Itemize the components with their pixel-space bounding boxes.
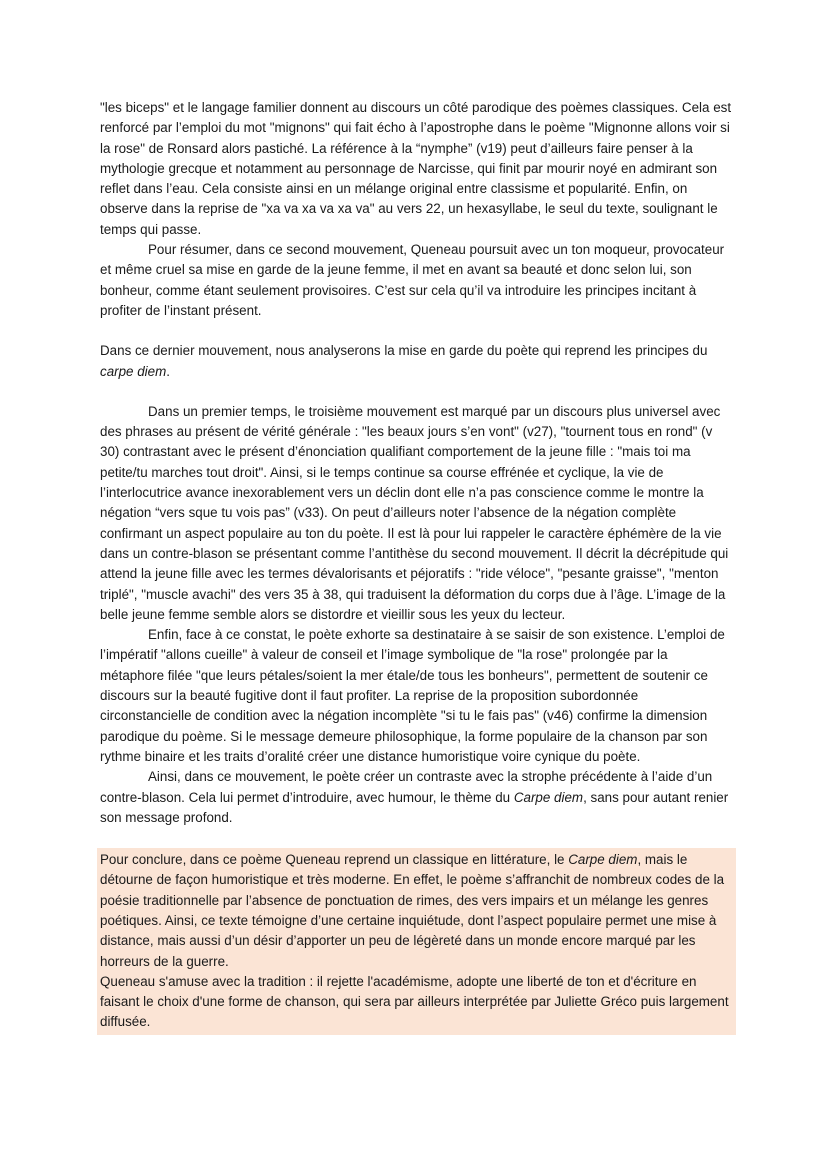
paragraph-summary: Pour résumer, dans ce second mouvement, Queneau poursuit avec un ton moqueur, provocateur et même cruel sa mise en garde de la jeune femme, il met en avant sa beauté et donc selon lui, son bonheur, comme étant seulement provisoires. C’est sur cela qu’il va introduire les principes incitant à profiter de l’instant présent. — [100, 242, 725, 318]
contrast-text: Ainsi, dans ce mouvement, le poète créer un contraste avec la strophe précédente à l’aide d’un contre-blason. Cela lui permet d’introduire, avec humour, le thème du — [100, 769, 713, 805]
paragraph-exhortation: Enfin, face à ce constat, le poète exhorte sa destinataire à se saisir de son existence. L’emploi de l’impératif "allons cueille" à valeur de conseil et l’image symbolique de "la rose" prolongée par la métaphore filée "que leurs pétales/soient la mer étale/de tous les bonheurs", permettent de soutenir ce discours sur la beauté fugitive dont il faut profiter. La reprise de la proposition subordonnée circonstancielle de condition avec la négation incomplète "si tu le fais pas" (v46) confirme la dimension parodique du poème. Si le message demeure philosophique, la forme populaire de la chanson par son rythme binaire et les traits d’oralité créer une distance humoristique voire cynique du poète. — [100, 627, 725, 764]
conclusion-text: Pour conclure, dans ce poème Queneau reprend un classique en littérature, le — [100, 852, 569, 868]
intro-end: . — [166, 363, 170, 379]
paragraph-tradition: Queneau s'amuse avec la tradition : il rejette l'académisme, adopte une liberté de ton et d'écriture en faisant le choix d'une forme de chanson, qui sera par ailleurs interprétée par Juliette Gréco puis largement diffusée. — [100, 973, 729, 1030]
intro-text: Dans ce dernier mouvement, nous analyserons la mise en garde du poète qui reprend les principes du — [100, 343, 708, 359]
paragraph-parody: "les biceps" et le langage familier donnent au discours un côté parodique des poèmes classiques. Cela est renforcé par l’emploi du mot "mignons" qui fait écho à l’apostrophe dans le poème "Mignonne allons voir si la rose" de Ronsard alors pastiché. La référence à la “nymphe” (v19) peut d’ailleurs faire penser à la mythologie grecque et notamment au personnage de Narcisse, qui finit par mourir noyé en admirant son reflet dans l’eau. Cela consiste ainsi en un mélange original entre classisme et popularité. Enfin, on observe dans la reprise de "xa va xa va xa va" au vers 22, un hexasyllabe, le seul du texte, soulignant le temps qui passe. — [100, 100, 732, 237]
contrast-carpe-diem: Carpe diem — [513, 789, 584, 805]
conclusion-block — [97, 848, 736, 1035]
paragraph-conclusion — [100, 850, 732, 972]
paragraph-universal-discourse: Dans un premier temps, le troisième mouvement est marqué par un discours plus universel avec des phrases au présent de vérité générale : "les beaux jours s’en vont" (v27), "tournent tous en rond" (v 30) contrastant avec le présent d’énonciation qualifiant comportement de la jeune fille : "mais toi ma petite/tu marches tout droit". Ainsi, si le temps continue sa course effrénée et cyclique, la vie de l’interlocutrice avance inexorablement vers un déclin dont elle n’a pas conscience comme le montre la négation “vers sque tu vois pas” (v33). On peut d’ailleurs noter l’absence de la négation complète confirmant un aspect populaire au ton du poète. Il est là pour lui rappeler le caractère éphémère de la vie dans un contre-blason se présentant comme l’antithèse du second mouvement. Il décrit la décrépitude qui attend la jeune fille avec les termes dévalorisants et péjoratifs : "ride véloce", "pesante graisse", "menton triplé", "muscle avachi" des vers 35 à 38, qui traduisent la déformation du corps due à l’âge. L’image de la belle jeune femme semble alors se distordre et vieillir sous les yeux du lecteur. — [100, 403, 729, 622]
intro-carpe-diem: carpe diem — [100, 363, 167, 379]
conclusion-rest: , mais le détourne de façon humoristique et très moderne. En effet, le poème s’affranchit de nombreux codes de la poésie traditionnelle par l’absence de ponctuation de rimes, des vers impairs et un mélange les genres poétiques. Ainsi, ce texte témoigne d’une certaine inquiétude, dont l’aspect populaire permet une mise à distance, mais aussi d’un désir d’apporter un peu de légèreté dans un monde encore marqué par les horreurs de la guerre. — [100, 852, 725, 969]
paragraph-movement-intro — [100, 341, 732, 382]
conclusion-carpe-diem: Carpe diem — [568, 852, 638, 868]
paragraph-contrast — [100, 767, 732, 828]
contrast-end: , sans pour autant renier son message profond. — [100, 789, 729, 825]
